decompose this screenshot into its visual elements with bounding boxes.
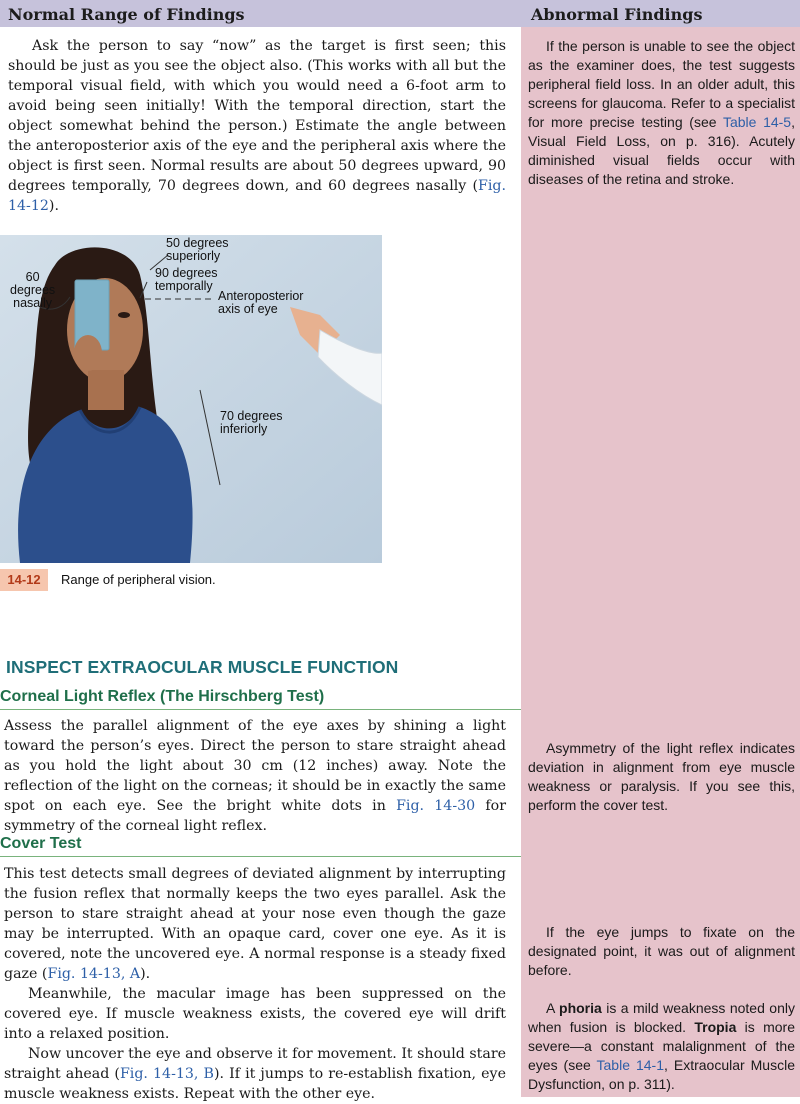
- abnormal-phoria-tropia: [528, 999, 795, 1094]
- cover-test-paragraphs: [4, 864, 506, 1104]
- cover-p1-end: ).: [140, 966, 151, 982]
- abnormal-1-text: If the person is unable to see the object as the examiner does, the test suggests peripheral field loss. In an older adult, this screens for glaucoma. Refer to a specialist for more precise testing (see: [528, 38, 795, 130]
- inferior-label: 70 degrees inferiorly: [220, 409, 283, 436]
- hirschberg-rule: [0, 709, 521, 710]
- cover-p2: Meanwhile, the macular image has been suppressed on the covered eye. If muscle weakness exists, the covered eye will drift into a relaxed position.: [4, 986, 506, 1042]
- hirschberg-subtitle: Corneal Light Reflex (The Hirschberg Test): [0, 688, 325, 705]
- normal-findings-header: Normal Range of Findings: [0, 0, 521, 27]
- cover-p3-end: ). If it jumps to re-establish fixation, eye muscle weakness exists. Repeat with the other eye.: [4, 1066, 506, 1102]
- cover-p3-text: Now uncover the eye and observe it for movement. It should stare straight ahead (: [4, 1046, 506, 1082]
- a4-mid: is a mild weakness noted only when fusion is blocked.: [528, 1000, 795, 1035]
- abnormal-eye-jumps: If the eye jumps to fixate on the designated point, it was out of alignment before.: [528, 924, 795, 978]
- abnormal-header-label: Abnormal Findings: [531, 5, 703, 24]
- figure-caption: [0, 569, 521, 593]
- fig-14-12-link[interactable]: Fig. 14-12: [8, 178, 506, 214]
- a4-pre: A: [546, 1000, 560, 1016]
- a4-end: , Extraocular Muscle Dysfunction, on p. 311).: [528, 1057, 795, 1092]
- temporal-label: 90 degrees temporally: [155, 266, 218, 293]
- superior-label: 50 degrees superiorly: [166, 236, 229, 263]
- table-14-5-link[interactable]: Table 14-5: [722, 114, 792, 130]
- peripheral-vision-figure: [0, 235, 382, 563]
- fig-14-13a-link[interactable]: Fig. 14-13, A: [47, 966, 141, 982]
- figure-number: 14-12: [0, 569, 48, 591]
- figure-caption-text: Range of peripheral vision.: [61, 572, 216, 587]
- abnormal-findings-header: [521, 0, 800, 27]
- tropia-term: Tropia: [694, 1019, 737, 1035]
- fig-14-30-link[interactable]: Fig. 14-30: [396, 798, 476, 814]
- fig-14-13b-link[interactable]: Fig. 14-13, B: [119, 1066, 214, 1082]
- cover-p1-text: This test detects small degrees of deviated alignment by interrupting the fusion reflex that normally keeps the two eyes parallel. Ask the person to stare straight ahead at your nose even though the gaze may be interrupted. With an opaque card, cover one eye. As it is covered, note the uncovered eye. A normal response is a steady fixed gaze (: [4, 866, 506, 982]
- cover-test-subtitle: Cover Test: [0, 835, 82, 852]
- a4-mid2: is more severe—a constant malalignment of the eyes (see: [528, 1019, 795, 1073]
- abnormal-light-reflex: Asymmetry of the light reflex indicates deviation in alignment from eye muscle weakness or paralysis. If you see this, perform the cover test.: [528, 740, 795, 813]
- axis-label: Anteroposterior axis of eye: [218, 289, 304, 316]
- nasal-label: 60 degrees nasally: [10, 270, 56, 310]
- hirschberg-paragraph: [4, 716, 506, 836]
- intro-text: Ask the person to say “now” as the target is first seen; this should be just as you see the object also. (This works with all but the temporal visual field, with which you would need a 6-foot arm to avoid being seen initially! With the temporal direction, start the object somewhat behind the person.) Estimate the angle between the anteroposterior axis of the eye and the peripheral axis where the object is first seen. Normal results are about 50 degrees upward, 90 degrees temporally, 70 degrees down, and 60 degrees nasally (: [8, 38, 506, 194]
- table-14-1-link[interactable]: Table 14-1: [596, 1057, 664, 1073]
- abnormal-1-end: , Visual Field Loss, on p. 316). Acutely diminished visual fields occur with diseases of the retina and stroke.: [528, 114, 795, 187]
- cover-test-rule: [0, 856, 521, 857]
- hirschberg-end: for symmetry of the corneal light reflex.: [4, 798, 506, 834]
- section-title: INSPECT EXTRAOCULAR MUSCLE FUNCTION: [6, 657, 399, 677]
- hirschberg-text: Assess the parallel alignment of the eye axes by shining a light toward the person’s eyes. Direct the person to stare straight ahead as you hold the light about 30 cm (12 inches) away. Note the reflection of the light on the corneas; it should be in exactly the same spot on each eye. See the bright white dots in: [4, 718, 506, 814]
- intro-end: ).: [48, 198, 59, 214]
- phoria-term: phoria: [559, 1000, 602, 1016]
- abnormal-peripheral-loss: [528, 37, 795, 189]
- intro-paragraph: [8, 36, 506, 216]
